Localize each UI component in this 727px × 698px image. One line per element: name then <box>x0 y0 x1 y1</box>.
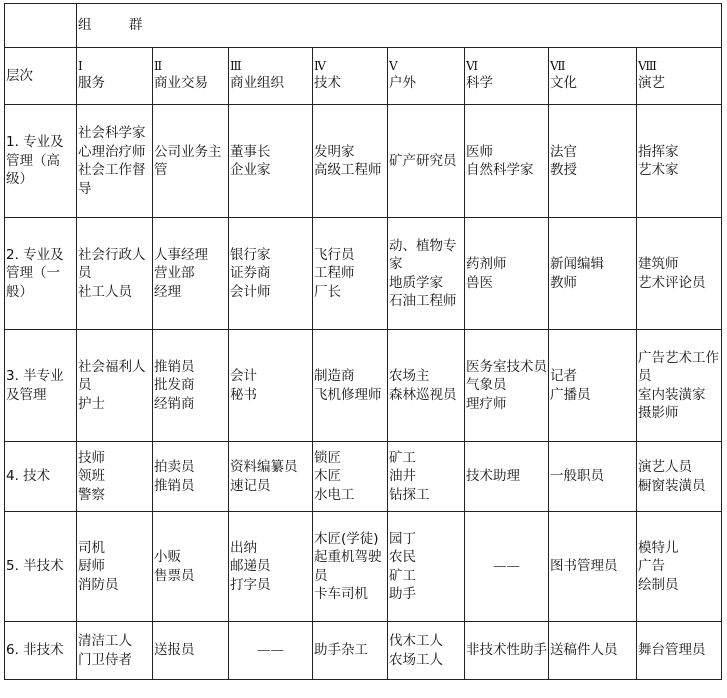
table-row <box>5 218 722 330</box>
occupation-item: 矿产研究员 <box>389 152 457 169</box>
occupation-item: 广告 <box>638 558 665 575</box>
occupation-cell <box>77 218 153 330</box>
occupation-item: 木匠(学徒) <box>314 530 379 547</box>
occupation-cell <box>549 622 637 680</box>
occupation-cell <box>549 442 637 512</box>
occupation-item: 高级工程师 <box>314 162 382 178</box>
level-cell: 5. 半技术 <box>5 512 77 622</box>
occupation-item: 药剂师 <box>466 256 507 272</box>
occupation-item: 锁匠 <box>314 449 341 466</box>
occupation-cell <box>465 218 549 330</box>
occupation-item: 批发商 <box>154 377 195 394</box>
occupation-classification-table <box>4 3 722 680</box>
occupation-cell <box>229 105 313 218</box>
occupation-item: 资料编纂员 <box>230 459 298 475</box>
occupation-cell <box>465 105 549 218</box>
occupation-item: 建筑师 <box>638 256 679 272</box>
occupation-table-container <box>4 3 722 680</box>
occupation-item: 银行家 <box>230 246 271 263</box>
occupation-item: 医师 <box>466 143 493 160</box>
occupation-cell <box>153 218 229 330</box>
occupation-item: 门卫侍者 <box>78 651 132 668</box>
occupation-item: 打字员 <box>230 576 271 593</box>
occupation-item: 教授 <box>550 162 577 178</box>
occupation-item: 发明家 <box>314 143 355 160</box>
occupation-item: 新闻编辑 <box>550 256 604 272</box>
occupation-cell <box>388 442 465 512</box>
group-title-row <box>5 4 722 48</box>
occupation-item: 起重机驾驶员 <box>314 549 382 584</box>
occupation-item: 秘书 <box>230 386 257 403</box>
group-title: 组 群 <box>77 4 722 48</box>
occupation-item: 农场主 <box>389 368 430 384</box>
column-numeral: Ⅷ <box>638 59 657 73</box>
column-numeral: Ⅴ <box>389 59 398 73</box>
occupation-item: 绘制员 <box>638 576 679 593</box>
occupation-item: 公司业务主管 <box>154 143 222 178</box>
column-header <box>229 48 313 105</box>
occupation-item: 理疗师 <box>466 395 507 412</box>
column-header <box>313 48 388 105</box>
empty-dash: —— <box>493 558 520 575</box>
empty-dash: —— <box>257 642 284 659</box>
occupation-item: 助手杂工 <box>314 642 368 659</box>
level-cell: 1. 专业及管理（高级） <box>5 105 77 218</box>
table-body <box>5 105 722 680</box>
occupation-cell <box>637 105 722 218</box>
occupation-cell <box>465 512 549 622</box>
occupation-item: 证券商 <box>230 265 271 282</box>
occupation-cell <box>153 512 229 622</box>
occupation-item: 董事长 <box>230 143 271 160</box>
occupation-cell <box>153 622 229 680</box>
occupation-cell <box>388 622 465 680</box>
occupation-item: 室内装潢家 <box>638 386 706 403</box>
occupation-item: 人事经理 <box>154 246 208 263</box>
occupation-cell <box>549 512 637 622</box>
occupation-cell <box>77 512 153 622</box>
occupation-item: 木匠 <box>314 468 341 485</box>
occupation-cell <box>313 512 388 622</box>
occupation-item: 工程师 <box>314 265 355 282</box>
level-cell: 4. 技术 <box>5 442 77 512</box>
occupation-cell <box>313 442 388 512</box>
occupation-item: 推销员 <box>154 477 195 494</box>
occupation-item: 法官 <box>550 143 577 160</box>
occupation-cell <box>77 105 153 218</box>
corner-cell <box>5 4 77 48</box>
occupation-cell <box>229 330 313 442</box>
occupation-item: 气象员 <box>466 377 507 394</box>
occupation-cell <box>637 512 722 622</box>
occupation-item: 广播员 <box>550 386 591 403</box>
column-numeral: Ⅶ <box>550 59 566 73</box>
occupation-item: 清洁工人 <box>78 633 132 649</box>
occupation-item: 舞台管理员 <box>638 642 706 659</box>
occupation-cell <box>549 330 637 442</box>
occupation-item: 艺术家 <box>638 162 679 178</box>
occupation-item: 广告艺术工作员 <box>638 349 719 384</box>
occupation-item: 演艺人员 <box>638 459 692 475</box>
occupation-item: 艺术评论员 <box>638 274 706 291</box>
occupation-item: 会计师 <box>230 283 271 300</box>
occupation-item: 教师 <box>550 274 577 291</box>
occupation-item: 园丁 <box>389 530 416 547</box>
column-header <box>465 48 549 105</box>
level-header: 层次 <box>5 48 77 105</box>
occupation-item: 助手 <box>389 586 416 602</box>
occupation-cell <box>465 330 549 442</box>
occupation-item: 社会科学家 <box>78 125 146 141</box>
occupation-item: 自然科学家 <box>466 162 534 178</box>
occupation-item: 邮递员 <box>230 558 271 575</box>
occupation-cell <box>549 218 637 330</box>
occupation-item: 消防员 <box>78 576 119 593</box>
column-header-row <box>5 48 722 105</box>
column-numeral: Ⅱ <box>154 59 163 73</box>
occupation-cell <box>153 105 229 218</box>
occupation-item: 社会行政人员 <box>78 246 146 282</box>
occupation-item: 速记员 <box>230 477 271 494</box>
occupation-cell <box>229 622 313 680</box>
occupation-item: 伐木工人 <box>389 633 443 649</box>
level-cell: 2. 专业及管理（一般） <box>5 218 77 330</box>
occupation-item: 小贩 <box>154 549 181 565</box>
occupation-cell <box>388 330 465 442</box>
occupation-item: 摄影师 <box>638 405 679 421</box>
occupation-cell <box>229 512 313 622</box>
occupation-item: 农民 <box>389 549 416 565</box>
occupation-item: 卡车司机 <box>314 586 368 602</box>
occupation-cell <box>229 218 313 330</box>
occupation-item: 农场工人 <box>389 651 443 668</box>
column-numeral: Ⅲ <box>230 59 242 73</box>
table-row <box>5 330 722 442</box>
occupation-cell <box>388 105 465 218</box>
occupation-item: 指挥家 <box>638 143 679 160</box>
table-row <box>5 622 722 680</box>
occupation-item: 记者 <box>550 368 577 384</box>
occupation-item: 送稿件人员 <box>550 642 618 659</box>
occupation-item: 兽医 <box>466 274 493 291</box>
occupation-item: 社会工作督导 <box>78 162 146 197</box>
column-name: 文化 <box>550 75 577 91</box>
occupation-item: 领班 <box>78 468 105 485</box>
occupation-item: 动、植物专家 <box>389 237 457 272</box>
occupation-item: 会计 <box>230 368 257 384</box>
occupation-item: 钻探工 <box>389 486 430 503</box>
occupation-item: 司机 <box>78 539 105 556</box>
occupation-cell <box>77 330 153 442</box>
occupation-cell <box>465 622 549 680</box>
occupation-item: 技师 <box>78 449 105 466</box>
occupation-item: 心理治疗师 <box>78 143 146 160</box>
occupation-item: 出纳 <box>230 539 257 556</box>
column-name: 商业交易 <box>154 75 208 91</box>
column-name: 演艺 <box>638 75 665 91</box>
occupation-item: 油井 <box>389 468 416 485</box>
occupation-cell <box>77 622 153 680</box>
occupation-item: 飞机修理师 <box>314 386 382 403</box>
occupation-cell <box>313 218 388 330</box>
occupation-cell <box>549 105 637 218</box>
occupation-item: 企业家 <box>230 162 271 178</box>
occupation-item: 制造商 <box>314 368 355 384</box>
occupation-item: 厂长 <box>314 283 341 300</box>
occupation-item: 经理 <box>154 283 181 300</box>
occupation-item: 经销商 <box>154 395 195 412</box>
occupation-item: 营业部 <box>154 265 195 282</box>
occupation-item: 医务室技术员 <box>466 358 547 375</box>
occupation-cell <box>637 622 722 680</box>
occupation-cell <box>388 218 465 330</box>
column-numeral: Ⅵ <box>466 59 479 73</box>
occupation-cell <box>77 442 153 512</box>
column-header <box>77 48 153 105</box>
occupation-item: 图书管理员 <box>550 558 618 575</box>
occupation-item: 社工人员 <box>78 283 132 300</box>
column-name: 户外 <box>389 75 416 91</box>
column-header <box>153 48 229 105</box>
occupation-cell <box>637 330 722 442</box>
occupation-item: 一般职员 <box>550 468 604 485</box>
occupation-item: 护士 <box>78 395 105 412</box>
occupation-item: 矿工 <box>389 567 416 584</box>
column-numeral: Ⅳ <box>314 59 326 73</box>
table-row <box>5 512 722 622</box>
occupation-cell <box>153 442 229 512</box>
level-cell: 3. 半专业及管理 <box>5 330 77 442</box>
table-row <box>5 442 722 512</box>
occupation-item: 石油工程师 <box>389 293 457 309</box>
column-header <box>637 48 722 105</box>
occupation-cell <box>229 442 313 512</box>
occupation-item: 警察 <box>78 486 105 503</box>
column-name: 科学 <box>466 75 493 91</box>
occupation-item: 水电工 <box>314 486 355 503</box>
level-cell: 6. 非技术 <box>5 622 77 680</box>
occupation-cell <box>388 512 465 622</box>
occupation-item: 厨师 <box>78 558 105 575</box>
occupation-item: 拍卖员 <box>154 459 195 475</box>
occupation-item: 模特儿 <box>638 539 679 556</box>
occupation-item: 送报员 <box>154 642 195 659</box>
column-header <box>549 48 637 105</box>
occupation-cell <box>465 442 549 512</box>
column-name: 商业组织 <box>230 75 284 91</box>
occupation-cell <box>637 218 722 330</box>
occupation-item: 技术助理 <box>466 468 520 485</box>
column-header <box>388 48 465 105</box>
occupation-cell <box>313 105 388 218</box>
occupation-item: 地质学家 <box>389 274 443 291</box>
occupation-cell <box>313 622 388 680</box>
column-name: 服务 <box>78 75 105 91</box>
occupation-item: 森林巡视员 <box>389 386 457 403</box>
occupation-item: 橱窗装潢员 <box>638 477 706 494</box>
occupation-cell <box>313 330 388 442</box>
occupation-item: 售票员 <box>154 567 195 584</box>
column-name: 技术 <box>314 75 341 91</box>
occupation-item: 社会福利人员 <box>78 358 146 394</box>
column-numeral: Ⅰ <box>78 59 83 73</box>
occupation-cell <box>637 442 722 512</box>
occupation-item: 矿工 <box>389 449 416 466</box>
occupation-item: 非技术性助手 <box>466 642 547 659</box>
occupation-item: 飞行员 <box>314 246 355 263</box>
occupation-cell <box>153 330 229 442</box>
occupation-item: 推销员 <box>154 358 195 375</box>
table-row <box>5 105 722 218</box>
